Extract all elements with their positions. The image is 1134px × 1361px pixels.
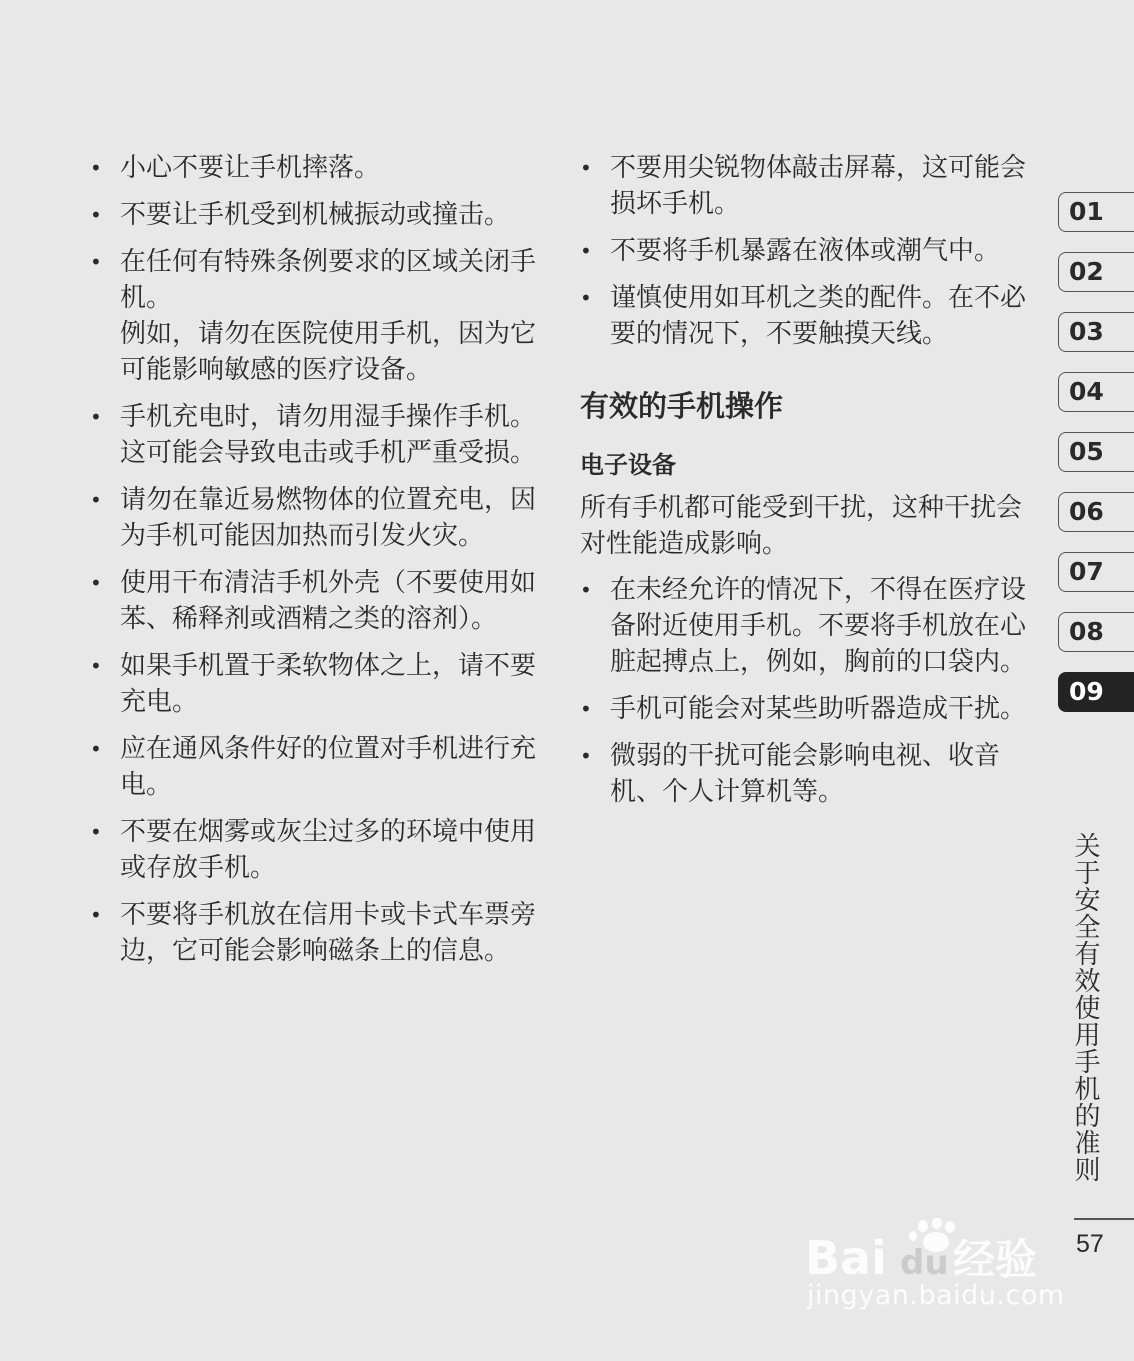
svg-text:Bai: Bai	[805, 1231, 887, 1278]
list-item	[90, 731, 550, 803]
right-top-bullet-list	[580, 150, 1042, 352]
list-item-text: 使用干布清洁手机外壳（不要使用如苯、稀释剂或酒精之类的溶剂）。	[120, 568, 537, 634]
tab-chapter-05[interactable]: 05	[1058, 432, 1134, 472]
list-item	[90, 150, 550, 186]
tab-chapter-08[interactable]: 08	[1058, 612, 1134, 652]
list-item	[90, 814, 550, 886]
right-column	[580, 150, 1042, 821]
watermark-url: jingyan.baidu.com	[807, 1280, 1065, 1311]
right-bottom-bullet-list	[580, 572, 1042, 810]
list-item-text: • 在任何有特殊条例要求的区域关闭手机。	[120, 247, 537, 313]
list-item-note: 例如，请勿在医院使用手机，因为它可能影响敏感的医疗设备。	[120, 319, 537, 385]
list-item-text: 微弱的干扰可能会影响电视、收音机、个人计算机等。	[610, 741, 1001, 807]
list-item-text: 不要将手机暴露在液体或潮气中。	[610, 236, 1001, 266]
list-item	[580, 150, 1042, 222]
list-item	[90, 482, 550, 554]
baidu-logo-icon	[805, 1218, 1065, 1278]
page-number-rule	[1074, 1218, 1134, 1220]
list-item-text: 不要让手机受到机械振动或撞击。	[120, 200, 511, 230]
list-item-text: 小心不要让手机摔落。	[120, 153, 381, 183]
subsection-title: 电子设备	[580, 451, 676, 479]
list-item	[90, 897, 550, 969]
list-item-text: 不要将手机放在信用卡或卡式车票旁边，它可能会影响磁条上的信息。	[120, 900, 537, 966]
chapter-tabs	[1058, 192, 1134, 732]
list-item	[580, 280, 1042, 352]
list-item	[90, 399, 550, 471]
list-item	[580, 572, 1042, 680]
list-item-text: 如果手机置于柔软物体之上，请不要充电。	[120, 651, 537, 717]
tab-chapter-06[interactable]: 06	[1058, 492, 1134, 532]
page-number: 57	[1076, 1230, 1104, 1258]
svg-text:du: du	[900, 1243, 949, 1278]
list-item-text: 不要用尖锐物体敲击屏幕，这可能会损坏手机。	[610, 153, 1027, 219]
svg-text:经验: 经验	[953, 1235, 1038, 1278]
list-item-text: 手机可能会对某些助听器造成干扰。	[610, 694, 1027, 724]
list-item	[90, 565, 550, 637]
list-item	[580, 738, 1042, 810]
list-item	[90, 648, 550, 720]
tab-chapter-01[interactable]: 01	[1058, 192, 1134, 232]
list-item-text: 谨慎使用如耳机之类的配件。在不必要的情况下，不要触摸天线。	[610, 283, 1027, 349]
list-item	[90, 197, 550, 233]
baidu-watermark	[805, 1196, 1075, 1326]
chapter-title-vertical: 关于安全有效使用手机的准则	[1070, 832, 1100, 1183]
list-item-text: 应在通风条件好的位置对手机进行充电。	[120, 734, 537, 800]
section-title: 有效的手机操作	[580, 389, 784, 423]
list-item-text: 不要在烟雾或灰尘过多的环境中使用或存放手机。	[120, 817, 537, 883]
tab-chapter-07[interactable]: 07	[1058, 552, 1134, 592]
list-item-text: 在未经允许的情况下，不得在医疗设备附近使用手机。不要将手机放在心脏起搏点上，例如，胸前的口袋内。	[610, 575, 1027, 677]
list-item-text: 请勿在靠近易燃物体的位置充电，因为手机可能因加热而引发火灾。	[120, 485, 537, 551]
tab-chapter-02[interactable]: 02	[1058, 252, 1134, 292]
list-item	[580, 691, 1042, 727]
left-column	[90, 150, 550, 980]
tab-chapter-03[interactable]: 03	[1058, 312, 1134, 352]
tab-chapter-04[interactable]: 04	[1058, 372, 1134, 412]
left-bullet-list	[90, 150, 550, 969]
list-item	[580, 233, 1042, 269]
list-item-text: 手机充电时，请勿用湿手操作手机。这可能会导致电击或手机严重受损。	[120, 402, 537, 468]
tab-chapter-09[interactable]: 09	[1058, 672, 1134, 712]
list-item	[90, 244, 550, 388]
body-paragraph: 所有手机都可能受到干扰，这种干扰会对性能造成影响。	[580, 493, 1023, 559]
